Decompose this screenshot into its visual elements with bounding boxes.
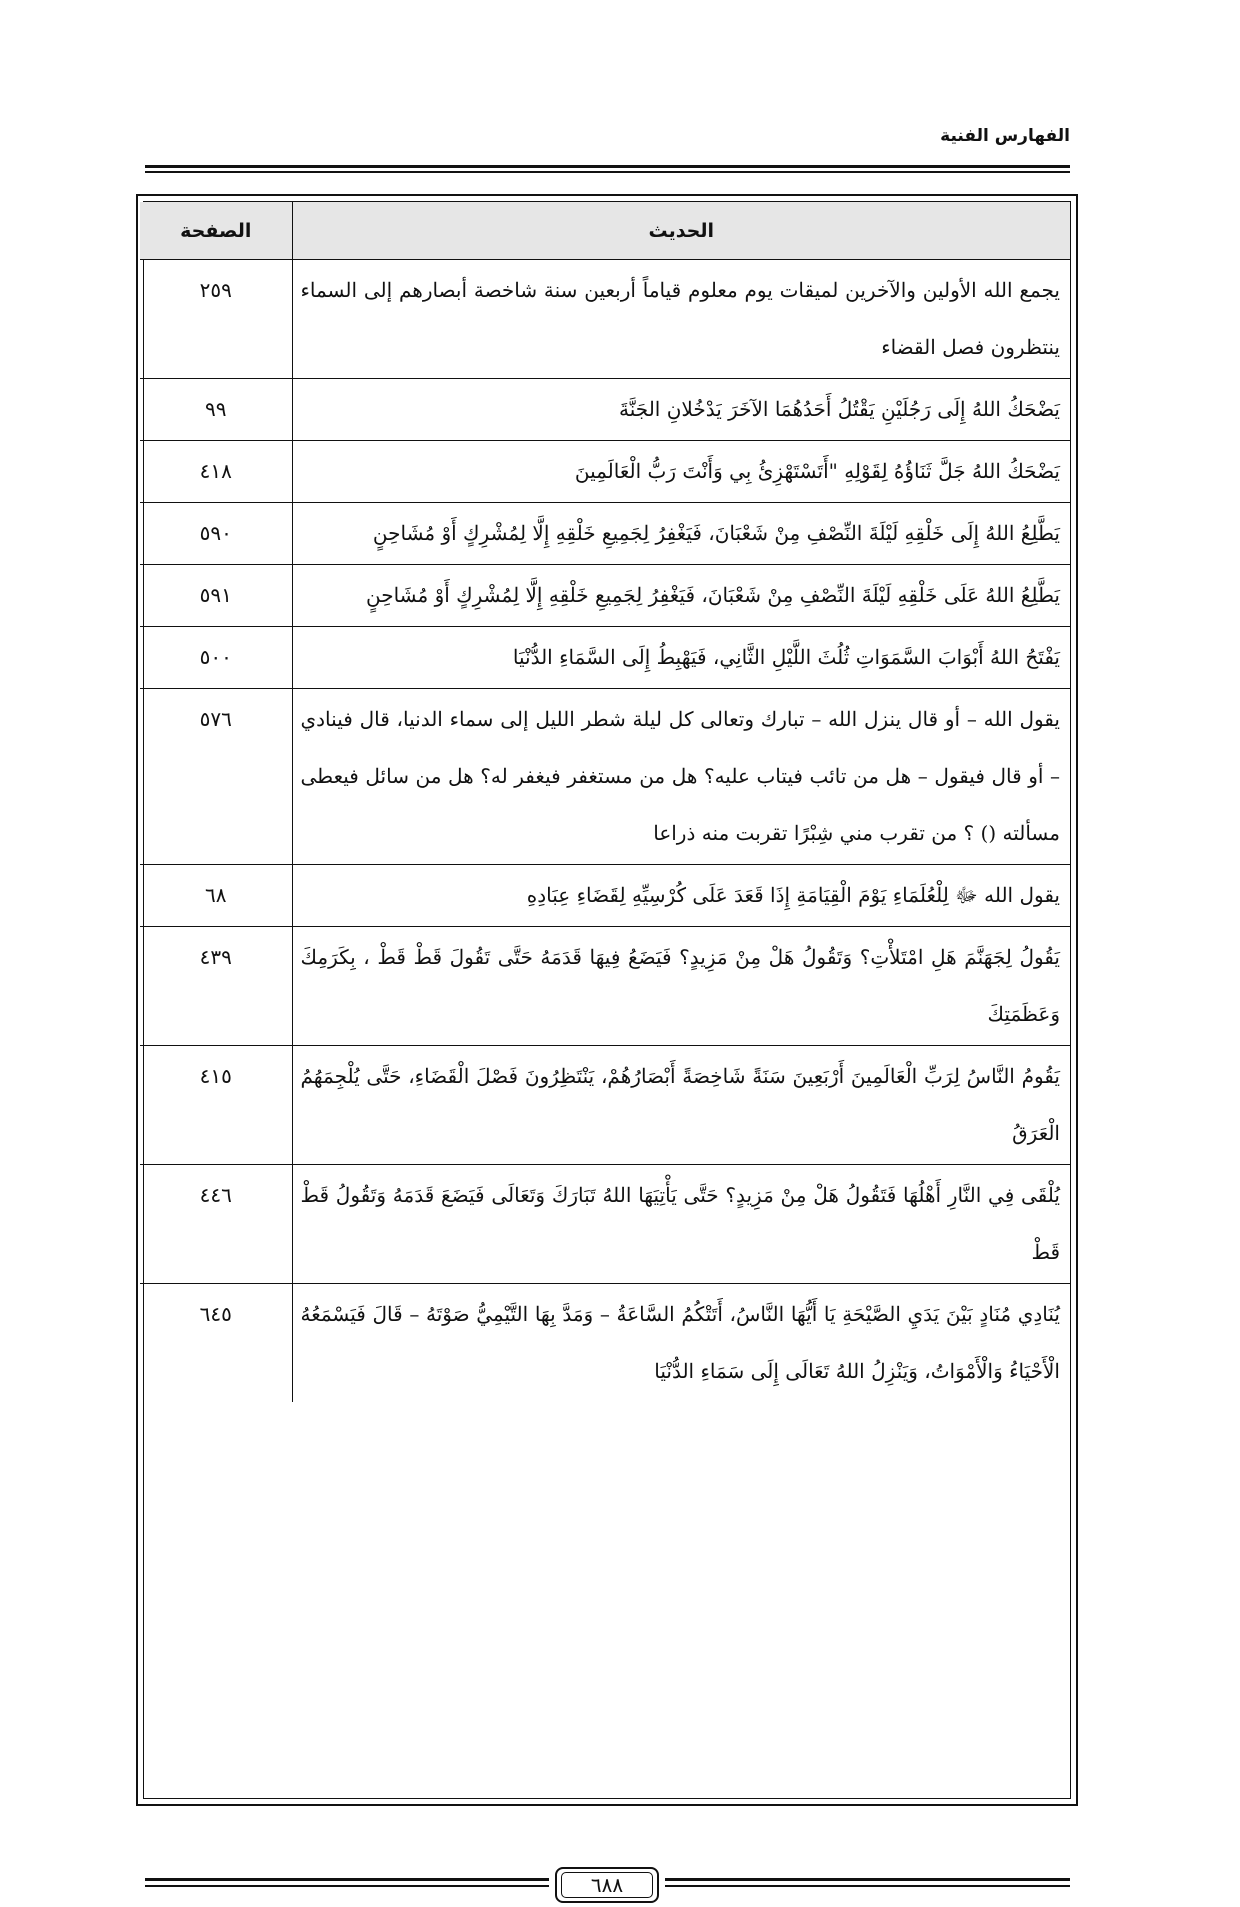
table-row <box>140 865 1070 927</box>
page-number: ٦٨٨ <box>590 1873 624 1897</box>
hadith-text: يُنَادِي مُنَادٍ بَيْنَ يَدَيِ الصَّيْحَةِ يَا أَيُّهَا النَّاسُ، أَتَتْكُمُ السَّاعَةُ – وَمَدَّ بِهَا التَّيْمِيُّ صَوْتَهُ – قَالَ فَيَسْمَعُهُ الْأَحْيَاءُ وَالْأَمْوَاتُ، وَيَنْزِلُ اللهُ تَعَالَى إِلَى سَمَاءِ الدُّنْيَا <box>292 1284 1070 1403</box>
page-number-cell: ٥٩١ <box>140 565 292 627</box>
page-number-cell: ٤١٥ <box>140 1046 292 1165</box>
hadith-text: يَقُولُ لِجَهَنَّمَ هَلِ امْتَلأْتِ؟ وَتَقُولُ هَلْ مِنْ مَزِيدٍ؟ فَيَضَعُ فِيهَا قَدَمَهُ حَتَّى تَقُولَ قَطْ قَطْ ، بِكَرَمِكَ وَعَظَمَتِكَ <box>292 927 1070 1046</box>
table-row <box>140 627 1070 689</box>
footer-rule-right-thin <box>665 1885 1070 1887</box>
page-number-cell: ٥٧٦ <box>140 689 292 865</box>
page-number-cell: ٢٥٩ <box>140 260 292 379</box>
table-inner-border <box>143 201 1071 1799</box>
hadith-text: يقول الله ﷻ لِلْعُلَمَاءِ يَوْمَ الْقِيَامَةِ إِذَا قَعَدَ عَلَى كُرْسِيِّهِ لِقَضَاءِ عِبَادِهِ <box>292 865 1070 927</box>
table-header-row <box>140 202 1070 260</box>
column-header-page: الصفحة <box>140 202 292 260</box>
hadith-text: يَطَّلِعُ اللهُ إِلَى خَلْقِهِ لَيْلَةَ النِّصْفِ مِنْ شَعْبَانَ، فَيَغْفِرُ لِجَمِيعِ خَلْقِهِ إِلَّا لِمُشْرِكٍ أَوْ مُشَاحِنٍ <box>292 503 1070 565</box>
running-header-title: الفهارس الفنية <box>940 126 1070 146</box>
table-row <box>140 565 1070 627</box>
header-rule-thick <box>145 165 1070 168</box>
hadith-text: يَفْتَحُ اللهُ أَبْوَابَ السَّمَوَاتِ ثُلُثَ اللَّيْلِ الثَّانِي، فَيَهْبِطُ إِلَى السَّمَاءِ الدُّنْيَا <box>292 627 1070 689</box>
hadith-text: يُلْقَى فِي النَّارِ أَهْلُهَا فَتَقُولُ هَلْ مِنْ مَزِيدٍ؟ حَتَّى يَأْتِيَهَا اللهُ تَبَارَكَ وَتَعَالَى فَيَضَعَ قَدَمَهُ وَتَقُولُ قَطْ قَطْ <box>292 1165 1070 1284</box>
page-number-cell: ٦٨ <box>140 865 292 927</box>
table-row <box>140 503 1070 565</box>
table-row <box>140 1165 1070 1284</box>
hadith-text: يجمع الله الأولين والآخرين لميقات يوم معلوم قياماً أربعين سنة شاخصة أبصارهم إلى السماء ينتظرون فصل القضاء <box>292 260 1070 379</box>
table-row <box>140 260 1070 379</box>
table-row <box>140 927 1070 1046</box>
page-number-cell: ٥٩٠ <box>140 503 292 565</box>
table-row <box>140 441 1070 503</box>
page-number-box <box>555 1867 659 1903</box>
hadith-text: يَضْحَكُ اللهُ إِلَى رَجُلَيْنِ يَقْتُلُ أَحَدُهُمَا الآخَرَ يَدْخُلانِ الجَنَّةَ <box>292 379 1070 441</box>
page-number-cell: ٥٠٠ <box>140 627 292 689</box>
page-number-cell: ٤١٨ <box>140 441 292 503</box>
page-number-cell: ٩٩ <box>140 379 292 441</box>
hadith-text: يَطَّلِعُ اللهُ عَلَى خَلْقِهِ لَيْلَةَ النِّصْفِ مِنْ شَعْبَانَ، فَيَغْفِرُ لِجَمِيعِ خَلْقِهِ إِلَّا لِمُشْرِكٍ أَوْ مُشَاحِنٍ <box>292 565 1070 627</box>
column-header-hadith: الحديث <box>292 202 1070 260</box>
page-number-cell: ٦٤٥ <box>140 1284 292 1403</box>
table-row <box>140 1284 1070 1403</box>
table-row <box>140 1046 1070 1165</box>
table-row <box>140 379 1070 441</box>
page-footer <box>145 1867 1070 1907</box>
page-number-cell: ٤٤٦ <box>140 1165 292 1284</box>
table-row <box>140 689 1070 865</box>
hadith-index-table-frame <box>136 194 1078 1806</box>
header-rule-thin <box>145 171 1070 173</box>
footer-rule-left-thick <box>145 1878 549 1881</box>
hadith-text: يقول الله – أو قال ينزل الله – تبارك وتعالى كل ليلة شطر الليل إلى سماء الدنيا، قال فينادي – أو قال فيقول – هل من تائب فيتاب عليه؟ هل من مستغفر فيغفر له؟ هل من سائل فيعطى مسألته () ؟ من تقرب مني شِبْرًا تقربت منه ذراعا <box>292 689 1070 865</box>
hadith-text: يَضْحَكُ اللهُ جَلَّ ثَنَاؤُهُ لِقَوْلِهِ "أَتَسْتَهْزِئُ بِي وَأَنْتَ رَبُّ الْعَالَمِينَ <box>292 441 1070 503</box>
hadith-text: يَقُومُ النَّاسُ لِرَبِّ الْعَالَمِينَ أَرْبَعِينَ سَنَةً شَاخِصَةً أَبْصَارُهُمْ، يَنْتَظِرُونَ فَصْلَ الْقَضَاءِ، حَتَّى يُلْجِمَهُمُ الْعَرَقُ <box>292 1046 1070 1165</box>
hadith-index-table <box>140 202 1070 1402</box>
footer-rule-left-thin <box>145 1885 549 1887</box>
footer-rule-right-thick <box>665 1878 1070 1881</box>
page-number-cell: ٤٣٩ <box>140 927 292 1046</box>
